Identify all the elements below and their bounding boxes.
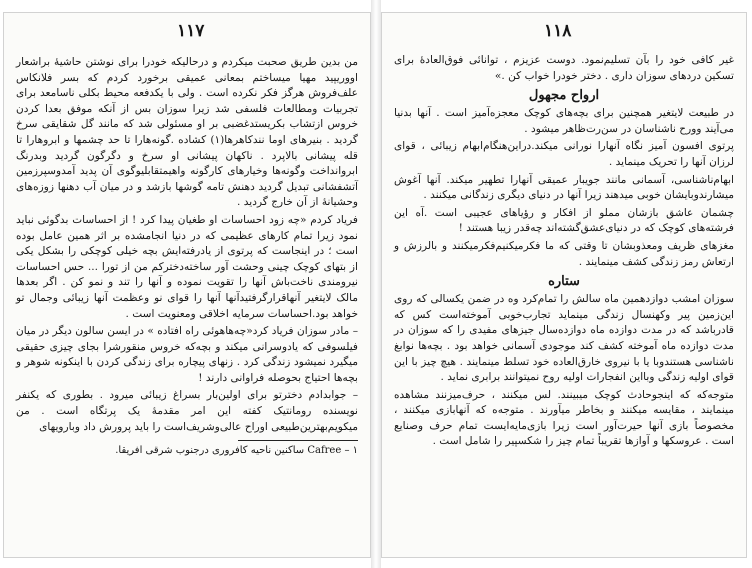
- left-paragraph-4: – جوابدادم دخترتو برای اولین‌بار بسراغ زیبائی میرود . بطوری که یکنفر نویسنده رومانتیک کفته این امر مقدمهٔ یک پرتگاه است . من میکویم‌بهترین‌طبیعی اوراح عالی‌وشریف‌است را باید پرورش ‌داد وبارویهای: [16, 389, 358, 433]
- section1-paragraph-5: مغزهای ظریف ومعذوبشان تا وقتی که ما فکرمیکنیم‌فکرمیکنند و بالرزش و ارتعاش رمز زندگی کشف مینمایند .: [394, 239, 734, 268]
- section1-paragraph-1: در طبیعت لایتغیر همچنین برای بچه‌های کوچک معجزه‌آمیز است . آنها بدنیا می‌آیند وورح ناشناسان در سن‌رت‌ظاهر میشود .: [394, 107, 734, 135]
- right-page-body: [394, 53, 734, 551]
- footnote-divider: [238, 440, 358, 441]
- left-paragraph-2: فریاد کردم «چه زود احساسات او طغیان پیدا کرد ! از احساسات بدگوئی نباید نمود زیرا تمام کارهای عظیمی که در دنیا انجامشده بر اثر همین عامل بوده است ؛ در اینجاست که پرتوی از یادرفته‌ایش بچه خیلی کوچکی را بشکل یکی از بتهای کوچک چینی وحشت آور ساخته‌دخترکم من از تورا ... حس احساسات نیرومندی ناخت‌باش آنها را تقویت نموده و آنها را تند و نمو کن . اگر بعدها مالک لایتغیر آنهاقرارگرفتیدآنها آنها را قوای نو وعظمت آنها زیبائی وجمال تو خواهد بود.احساسات سرمایه اخلاقی ومعنویت است .: [16, 213, 358, 320]
- section1-paragraph-2: پرتوی افسون آمیز نگاه آنهارا نورانی میکند.دراین‌هنگام‌ابهام زیبائی ، قوای لرزان آنها را تحریک مینماید .: [394, 140, 734, 168]
- section-heading-star: ستاره: [548, 274, 580, 290]
- footnote: ۱ – Cafree ساکنین ناحیه کافروری درجنوب شرقی افریقا.: [115, 445, 358, 457]
- section2-paragraph-2: متوجه‌که که اینجوحادث کوچک میبینند. لس میکنند ، حرف‌میزنند مشاهده مینمایند ، مقایسه میکنند و بخاطر میآورند . متوجه‌ه که آنهابازی میکنند ، مخصوصاً بازی آنها حیرت‌آور است زیرا بازی‌مایه‌ایست تمام حرف وصنایع است . عروسکها و آوازها تقریباً تمام چیز را شکسپیر را شامل است .: [394, 388, 734, 448]
- page-number-left: ۱۱۷: [177, 21, 205, 41]
- right-paragraph-intro: غیر کافی خود را بآن تسلیم‌نمود. دوست عزیزم ، توانائی فوق‌العادهٔ برای تسکین دردهای سوزان داری . دختر خودرا خواب کن .»: [394, 54, 734, 82]
- left-paragraph-1: من بدین طریق صحبت میکردم و درحالیکه خودرا برای نوشتن حاشیهٔ براشعار اووریپید مهیا میساختم بمعانی عمیقی برخورد کردم که بسر فلانکاس علف‌فروش هرگز فکر نکرده است . ولی با یکدفعه محیط بکلی ناسامعد برای تجربیات ومطالعات فلسفی شد زیرا سوزان بس از آنکه موفق بعدا کردن خروس ازتشاب بکریستدغضبی بر او مسئولی شد که مانند گل شقایقی سرخ گردید . بنیرهای اوما نندکاهرها(۱) کشاده .گونه‌هارا تا حد چشمها و ابروهارا تا قله پیشانی بالاپرد . ناکهان پیشانی او سرخ و دگرگون گردید وبدرنگ ابروانداخت وگونه‌ها وخیارهای کارگونه واهیمتقابلیوگوی آن پدید آمدوسپرزمین آتشفشانی تبدیل گردید دهنش تامه گوشها بازشد و در میان آب دهنها زوزه‌های وحشیانهٔ از آن خارج گردید .: [16, 56, 358, 209]
- left-page-body: [16, 55, 358, 551]
- section-heading-unknown-souls: ارواح مجهول: [528, 88, 600, 104]
- page-number-right: ۱۱۸: [544, 21, 572, 41]
- left-paragraph-3: – مادر سوزان فریاد کرد«چه‌هاهوئی راه افتاده » در ایسن سالون دیگر در میان فیلسوفی که یادوسرانی میکند و بچه‌که خروس منقورشرا بجای چیزی حقیقی میگیرد نمیشود زندگی کرد . زنهای پیچاره برای زندگی کردن با اینکونه شوهر و بچه‌ها احتیاج بحوصله فراوانی دارند !: [16, 325, 358, 384]
- section1-paragraph-3: ابهام‌ناشناسی، آسمانی مانند جویبار عمیقی آنهارا تطهیر میکند. آنها آغوش میشارندوبایشان خوبی میدهند زیرا آنها در دنیای دیگری زندگانی میکنند .: [394, 173, 734, 202]
- right-page: [381, 12, 747, 558]
- book-gutter: [371, 0, 381, 568]
- section1-paragraph-4: چشمان عاشق بازشان مملو از افکار و رؤیاهای عجیبی است .آه این فرشته‌های کوچک که در دنیای‌عشق‌گشته‌اند چه‌قدر زیبا هستند !: [394, 206, 734, 235]
- section2-paragraph-1: سوزان امشب دوازدهمین ماه سالش را تمام‌کرد وه در ضمن یکسالی که روی این‌زمین پیر وکهنسال زندگی مینماید تجارب‌خوبی آموخته‌است کس که قادرباشد که در مدت دوازده ماه دوازده‌سال جیزهای مفیدی را که سوزان در مدت دوازده ماه آموخته کشف کند موجودی آسمانی خواهد بود . بچه‌ها نوابغ ناشناسی هستندوبا یا با نیروی خارق‌العاده خود تسلط مینمایند . هیچ چیز با این قوای اولیه زندگی وبااین انفجارات اولیه روح نمیتوانند برابری نماید .: [394, 293, 734, 384]
- left-page: [3, 12, 371, 558]
